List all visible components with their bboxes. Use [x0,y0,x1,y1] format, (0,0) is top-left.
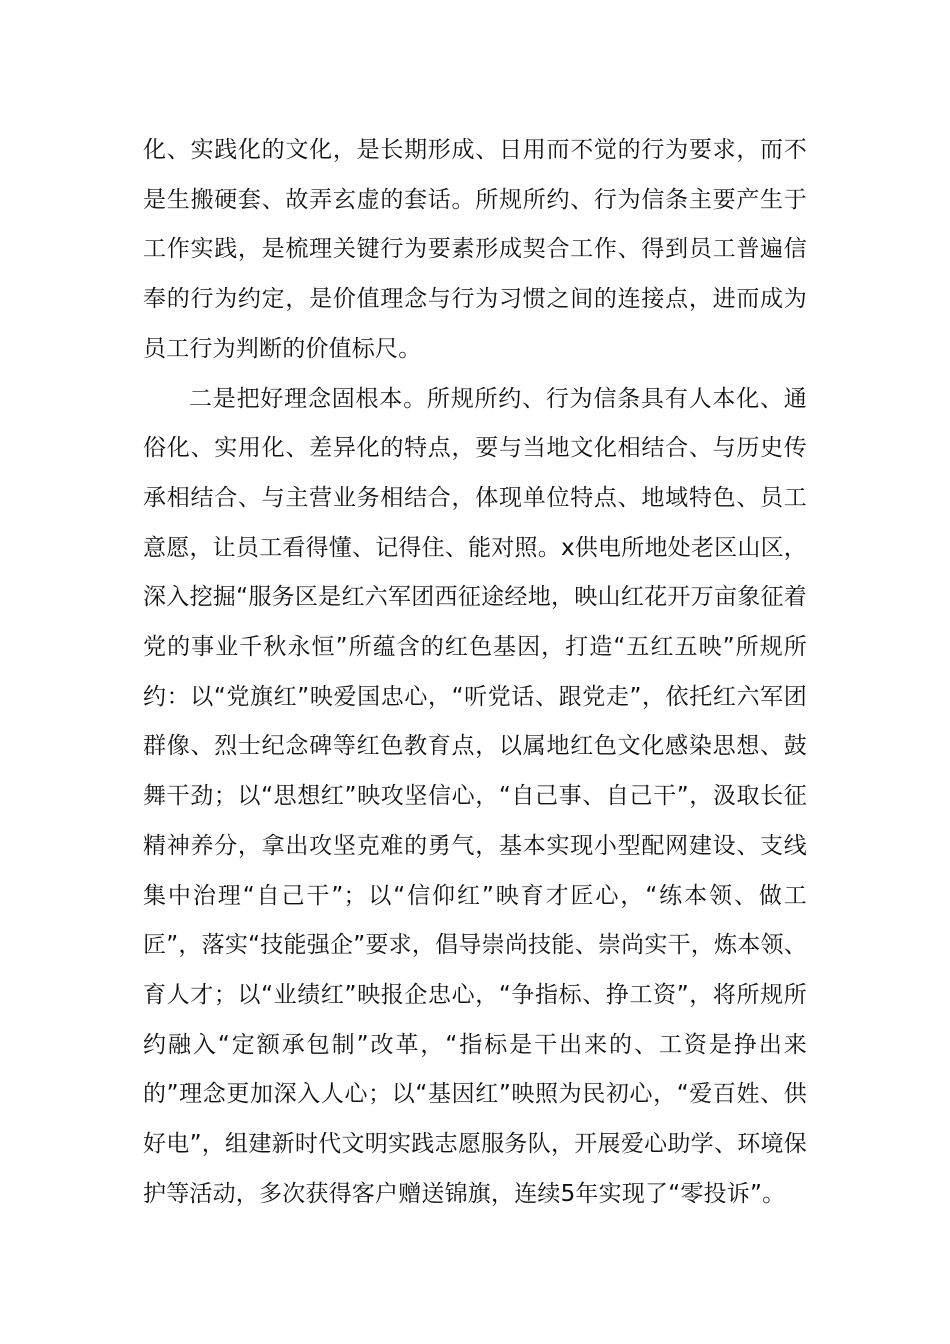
document-page [143,126,807,1219]
paragraph-2: 二是把好理念固根本。所规所约、行为信条具有人本化、通俗化、实用化、差异化的特点，要与当地文化相结合、与历史传承相结合、与主营业务相结合，体现单位特点、地域特色、员工意愿，让员工看得懂、记得住、能对照。x供电所地处老区山区，深入挖掘“服务区是红六军团西征途经地，映山红花开万亩象征着党的事业千秋永恒”所蕴含的红色基因，打造“五红五映”所规所约：以“党旗红”映爱国忠心，“听党话、跟党走”，依托红六军团群像、烈士纪念碑等红色教育点，以属地红色文化感染思想、鼓舞干劲；以“思想红”映攻坚信心，“自己事、自己干”，汲取长征精神养分，拿出攻坚克难的勇气，基本实现小型配网建设、支线集中治理“自己干”；以“信仰红”映育才匠心，“练本领、做工匠”，落实“技能强企”要求，倡导崇尚技能、崇尚实干，炼本领、育人才；以“业绩红”映报企忠心，“争指标、挣工资”，将所规所约融入“定额承包制”改革，“指标是干出来的、工资是挣出来的”理念更加深入人心；以“基因红”映照为民初心，“爱百姓、供好电”，组建新时代文明实践志愿服务队，开展爱心助学、环境保护等活动，多次获得客户赠送锦旗，连续5年实现了“零投诉”。 [143,385,807,1207]
paragraph-1: 化、实践化的文化，是长期形成、日用而不觉的行为要求，而不是生搬硬套、故弄玄虚的套话。所规所约、行为信条主要产生于工作实践，是梳理关键行为要素形成契合工作、得到员工普遍信奉的行为约定，是价值理念与行为习惯之间的连接点，进而成为员工行为判断的价值标尺。 [143,137,807,362]
